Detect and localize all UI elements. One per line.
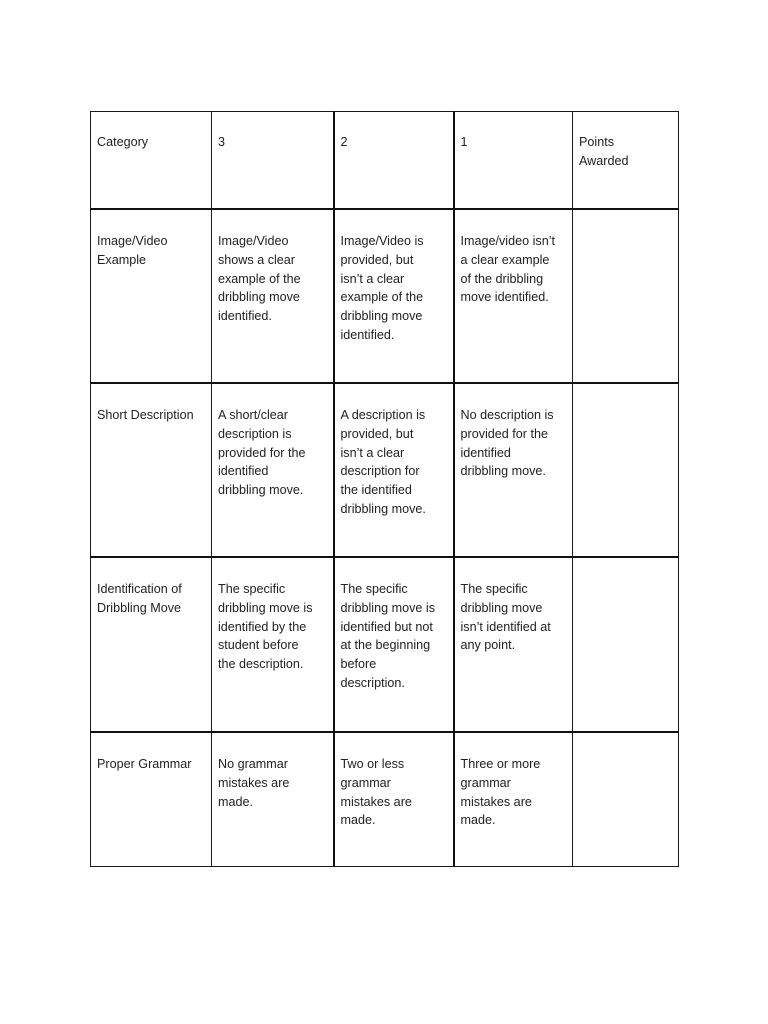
- score-2-criteria: Two or less grammar mistakes are made.: [340, 757, 412, 828]
- points-cell: [573, 732, 679, 867]
- category-cell: [91, 383, 212, 557]
- score-1-cell: [454, 209, 573, 383]
- header-score-3-cell: [212, 112, 334, 210]
- category-label: Image/Video Example: [97, 234, 168, 267]
- score-2-criteria: The specific dribbling move is identified but not at the beginning before description.: [340, 582, 435, 690]
- score-1-cell: [454, 383, 573, 557]
- points-cell: [573, 383, 679, 557]
- score-3-cell: [212, 383, 334, 557]
- table-row: [91, 383, 679, 557]
- category-cell: [91, 209, 212, 383]
- table-row: [91, 732, 679, 867]
- points-cell: [573, 209, 679, 383]
- category-cell: [91, 557, 212, 732]
- score-2-criteria: Image/Video is provided, but isn’t a clear example of the dribbling move identified.: [340, 234, 424, 342]
- score-2-cell: [334, 383, 454, 557]
- header-points-awarded: Points Awarded: [579, 135, 629, 168]
- score-3-cell: [212, 732, 334, 867]
- header-category: Category: [97, 135, 149, 149]
- score-2-cell: [334, 209, 454, 383]
- header-points-cell: [573, 112, 679, 210]
- rubric-table: [90, 111, 679, 867]
- category-label: Identification of Dribbling Move: [97, 582, 182, 615]
- score-3-cell: [212, 557, 334, 732]
- table-row: [91, 557, 679, 732]
- score-2-criteria: A description is provided, but isn’t a clear description for the identified dribbling move.: [340, 408, 426, 516]
- score-1-cell: [454, 732, 573, 867]
- table-row: [91, 209, 679, 383]
- category-label: Proper Grammar: [97, 757, 192, 771]
- score-3-criteria: A short/clear description is provided for the identified dribbling move.: [218, 408, 306, 498]
- header-score-2-cell: [334, 112, 454, 210]
- header-score-2: 2: [340, 135, 348, 149]
- score-1-criteria: No description is provided for the identified dribbling move.: [460, 408, 554, 479]
- score-2-cell: [334, 557, 454, 732]
- category-label: Short Description: [97, 408, 194, 422]
- header-score-3: 3: [218, 135, 226, 149]
- score-1-criteria: Image/video isn’t a clear example of the dribbling move identified.: [460, 234, 556, 305]
- points-cell: [573, 557, 679, 732]
- score-1-cell: [454, 557, 573, 732]
- header-score-1: 1: [460, 135, 468, 149]
- header-score-1-cell: [454, 112, 573, 210]
- score-3-cell: [212, 209, 334, 383]
- score-1-criteria: The specific dribbling move isn’t identified at any point.: [460, 582, 551, 653]
- score-1-criteria: Three or more grammar mistakes are made.: [460, 757, 541, 828]
- table-header-row: [91, 112, 679, 210]
- score-3-criteria: Image/Video shows a clear example of the dribbling move identified.: [218, 234, 301, 324]
- score-2-cell: [334, 732, 454, 867]
- score-3-criteria: The specific dribbling move is identified by the student before the description.: [218, 582, 313, 672]
- score-3-criteria: No grammar mistakes are made.: [218, 757, 290, 809]
- category-cell: [91, 732, 212, 867]
- header-category-cell: [91, 112, 212, 210]
